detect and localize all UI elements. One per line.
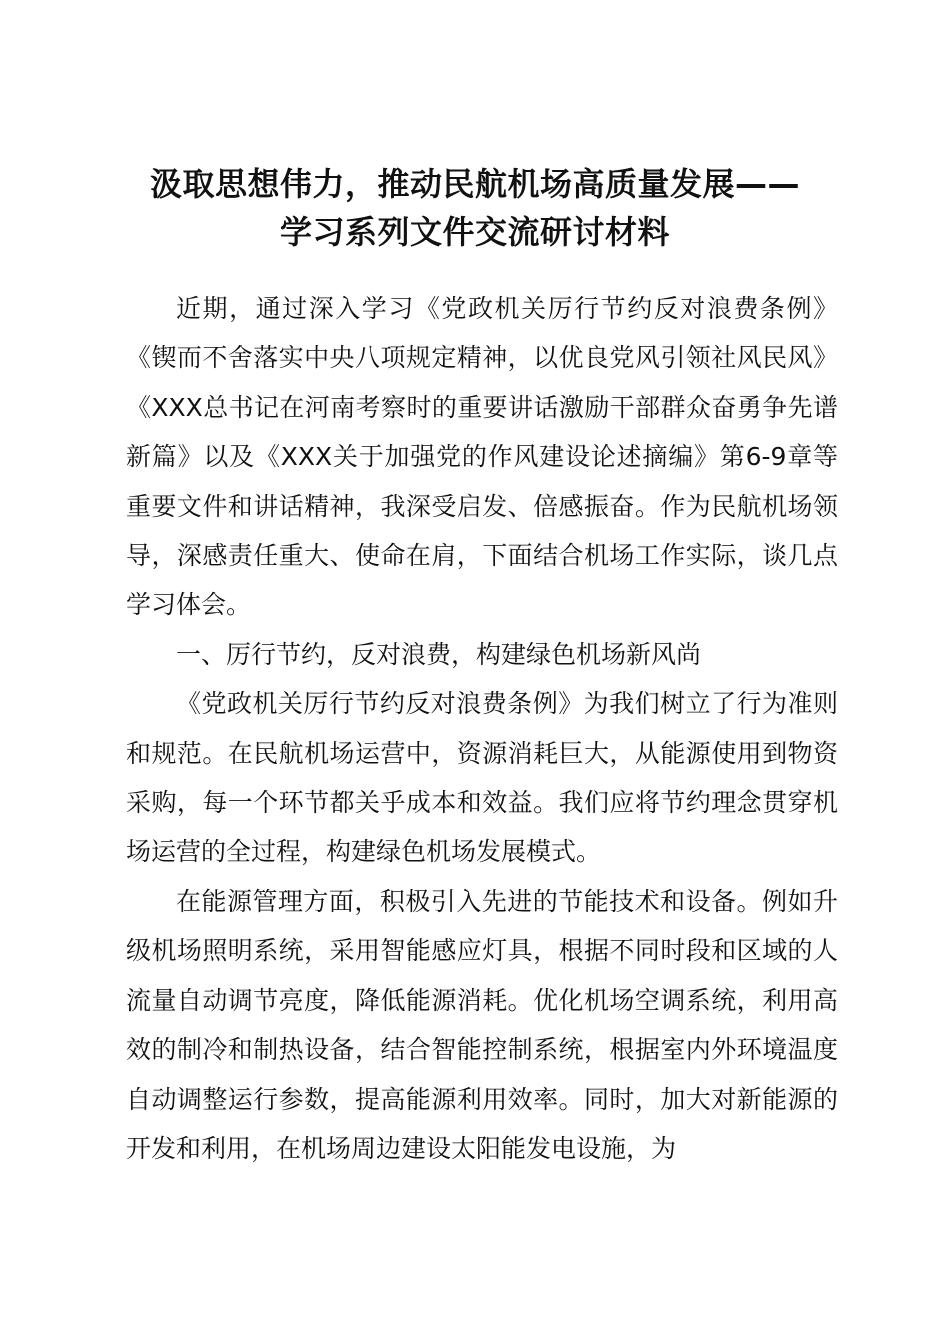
document-title-line-2: 学习系列文件交流研讨材料: [279, 213, 670, 251]
document-title-line-1: 汲取思想伟力，推动民航机场高质量发展——: [149, 165, 800, 203]
document-body: [126, 284, 838, 1173]
paragraph-intro: 近期，通过深入学习《党政机关厉行节约反对浪费条例》《锲而不舍落实中央八项规定精神，以优良党风引领社风民风》《XXX总书记在河南考察时的重要讲话激励干部群众奋勇争先谱新篇》以及《XXX关于加强党的作风建设论述摘编》第6-9章等重要文件和讲话精神，我深受启发、倍感振奋。作为民航机场领导，深感责任重大、使命在肩，下面结合机场工作实际，谈几点学习体会。: [126, 294, 838, 620]
paragraph-energy-management: 在能源管理方面，积极引入先进的节能技术和设备。例如升级机场照明系统，采用智能感应灯具，根据不同时段和区域的人流量自动调节亮度，降低能源消耗。优化机场空调系统，利用高效的制冷和制热设备，结合智能控制系统，根据室内外环境温度自动调整运行参数，提高能源利用效率。同时，加大对新能源的开发和利用，在机场周边建设太阳能发电设施，为: [126, 886, 838, 1163]
section-heading-1: 一、厉行节约，反对浪费，构建绿色机场新风尚: [176, 639, 702, 669]
paragraph-regulation: 《党政机关厉行节约反对浪费条例》为我们树立了行为准则和规范。在民航机场运营中，资源消耗巨大，从能源使用到物资采购，每一个环节都关乎成本和效益。我们应将节约理念贯穿机场运营的全过程，构建绿色机场发展模式。: [126, 689, 838, 867]
